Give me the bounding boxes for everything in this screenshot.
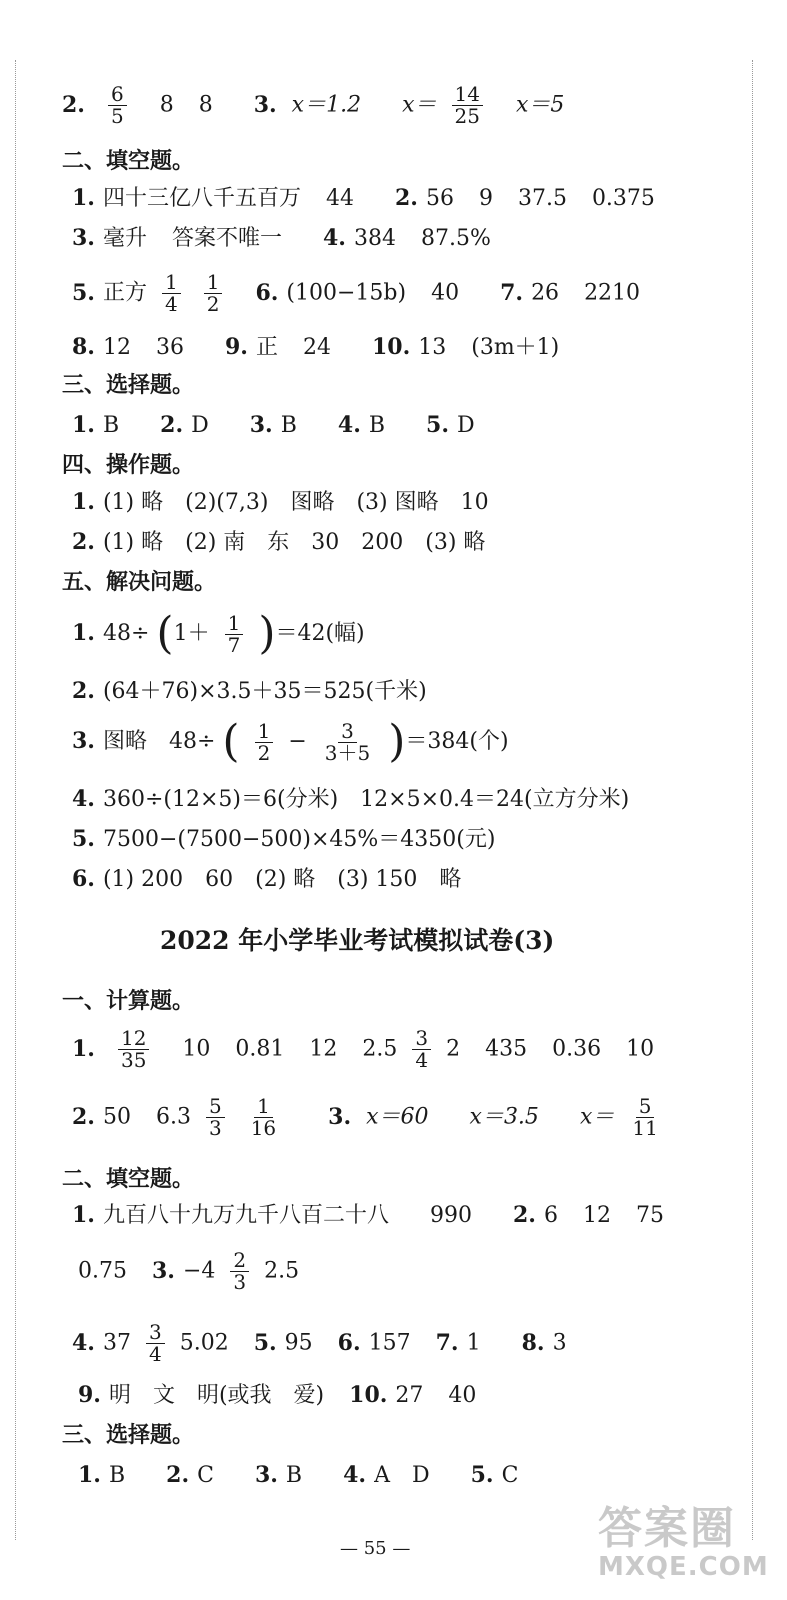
fill-answer-2-3: 0.75 3. −4 $\frac{2}{3}$ 2.5: [78, 1248, 300, 1294]
fill-answer-3: 3. 毫升 答案不唯一 4. 384 87.5%: [72, 225, 491, 251]
solve-answer-3: 3. 图略 48÷ ( $\frac{1}{2}$ − $\frac{3}{3+5}$ )＝384(个): [72, 716, 509, 767]
fill-answer-8: 8. 12 36 9. 正 24 10. 13 (3m＋1): [72, 334, 560, 360]
fill-answer-1: 1. 四十三亿八千五百万 44 2. 56 9 37.5 0.375: [72, 185, 655, 211]
section-heading-fill: 二、填空题。: [62, 148, 195, 174]
fraction: $\frac{3}{4}$: [412, 1028, 431, 1071]
operation-answer-1: 1. (1) 略 (2)(7,3) 图略 (3) 图略 10: [72, 489, 489, 515]
fill-answer-4-8: 4. 37 $\frac{3}{4}$ 5.02 5. 95 6. 157 7. 1 8. 3: [72, 1320, 567, 1366]
solve-answer-5: 5. 7500−(7500−500)×45%＝4350(元): [72, 826, 496, 852]
solve-answer-2: 2. (64＋76)×3.5＋35＝525(千米): [72, 678, 427, 704]
fraction: $\frac{3}{3+5}$: [324, 718, 371, 765]
fraction: $\frac{1}{2}$: [255, 721, 274, 764]
fraction: $\frac{1}{7}$: [225, 613, 244, 656]
section-heading-calc: 一、计算题。: [62, 988, 195, 1014]
section-heading-fill-2: 二、填空题。: [62, 1166, 195, 1192]
calc-answer-2-3: 2. 50 6.3 $\frac{5}{3}$ $\frac{1}{16}$ 3. x＝60 x＝3.5 x＝ $\frac{5}{11}$: [72, 1096, 669, 1139]
section-heading-choice-2: 三、选择题。: [62, 1422, 195, 1448]
fraction: $\frac{14}{25}$: [452, 84, 483, 127]
fraction: $\frac{1}{16}$: [250, 1094, 277, 1140]
solve-answer-1: 1. 48÷ (1＋ $\frac{1}{7}$ )＝42(幅): [72, 608, 365, 659]
section-heading-solve: 五、解决问题。: [62, 569, 217, 595]
choice-answers: 1. B 2. D 3. B 4. B 5. D: [72, 412, 475, 438]
fraction: $\frac{6}{5}$: [108, 84, 127, 127]
fraction: $\frac{1}{4}$: [162, 272, 181, 315]
calc-answer-2: 2. $\frac{6}{5}$ 8 8 3. x＝1.2 x＝ $\frac{14}{25}$ x＝5: [62, 82, 565, 128]
fill-answer-5: 5. 正方 $\frac{1}{4}$ $\frac{1}{2}$ 6. (100−15b) 40 7. 26 2210: [72, 270, 641, 316]
calc-answer-1: 1. $\frac{12}{35}$ 10 0.81 12 2.5 $\frac{3}{4}$ 2 435 0.36 10: [72, 1026, 655, 1072]
solve-answer-6: 6. (1) 200 60 (2) 略 (3) 150 略: [72, 866, 462, 892]
fraction: $\frac{3}{4}$: [146, 1322, 165, 1365]
page-title: 2022 年小学毕业考试模拟试卷(3): [160, 926, 555, 955]
right-dotted-rule: [752, 60, 753, 1540]
section-heading-operation: 四、操作题。: [62, 452, 195, 478]
fraction: $\frac{1}{2}$: [204, 272, 223, 315]
watermark-logo: 答案圈 MXQE.COM: [598, 1503, 769, 1582]
choice-answers-2: 1. B 2. C 3. B 4. A D 5. C: [78, 1462, 519, 1488]
fraction: $\frac{5}{11}$: [632, 1094, 658, 1140]
page-number: — 55 —: [340, 1538, 411, 1559]
left-dotted-rule: [15, 60, 16, 1540]
fraction: $\frac{12}{35}$: [118, 1028, 149, 1071]
solve-answer-4: 4. 360÷(12×5)＝6(分米) 12×5×0.4＝24(立方分米): [72, 786, 630, 812]
fraction: $\frac{5}{3}$: [206, 1096, 225, 1139]
fraction: $\frac{2}{3}$: [230, 1250, 249, 1293]
section-heading-choice: 三、选择题。: [62, 372, 195, 398]
fill-answer-1-2: 1. 九百八十九万九千八百二十八 990 2. 6 12 75: [72, 1202, 664, 1228]
operation-answer-2: 2. (1) 略 (2) 南 东 30 200 (3) 略: [72, 529, 486, 555]
fill-answer-9-10: 9. 明 文 明(或我 爱) 10. 27 40: [78, 1382, 477, 1408]
